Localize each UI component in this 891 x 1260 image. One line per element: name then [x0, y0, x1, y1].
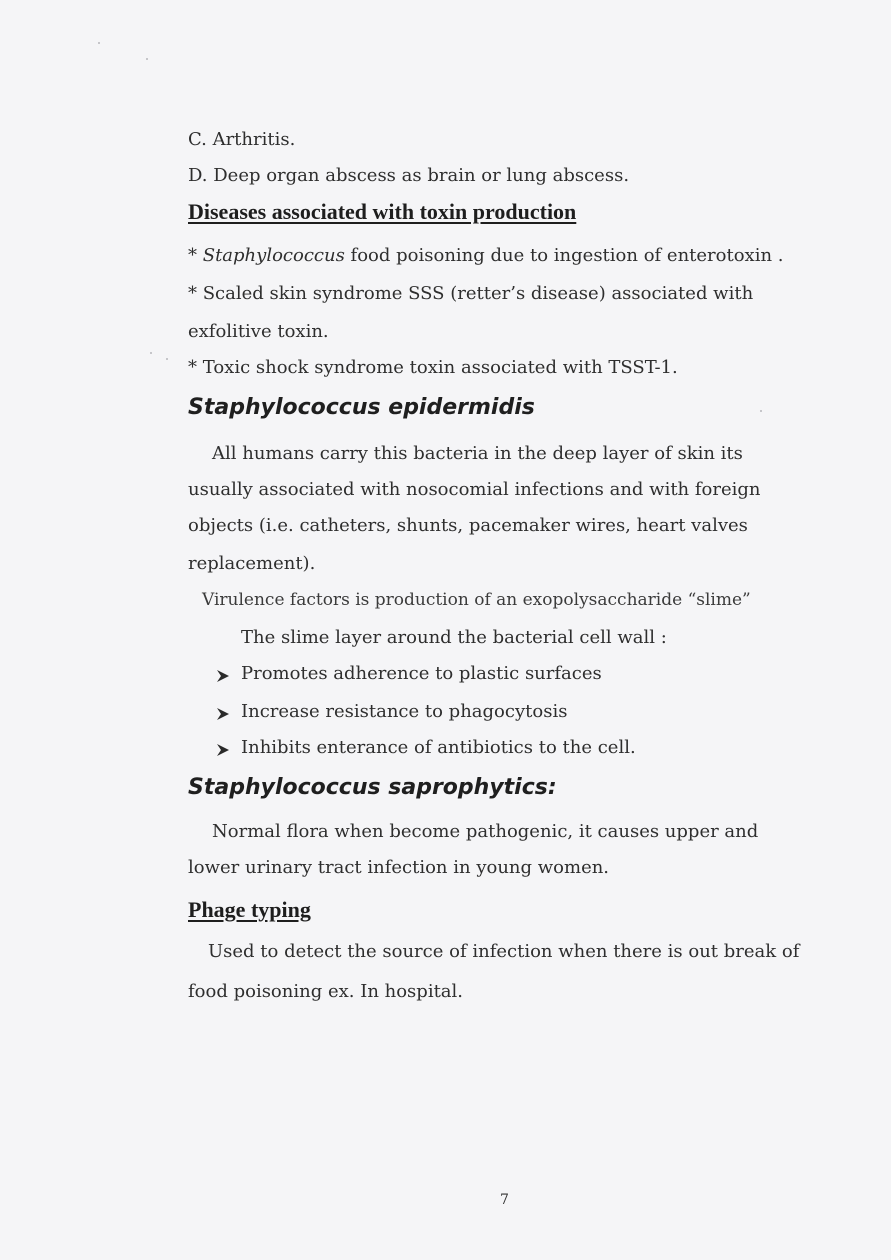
heading-toxin-diseases: Diseases associated with toxin production [188, 199, 577, 224]
saprophytics-paragraph-line1: Normal flora when become pathogenic, it causes upper and [212, 821, 759, 842]
heading-saprophytics: Staphylococcus saprophytics: [188, 775, 557, 800]
bullet-item-antibiotics: Inhibits enterance of antibiotics to the cell. [241, 737, 636, 758]
scan-speck [146, 58, 148, 60]
epidermidis-paragraph-line2: usually associated with nosocomial infections and with foreign [188, 479, 761, 500]
scan-speck [760, 410, 762, 412]
epidermidis-paragraph-line3: objects (i.e. catheters, shunts, pacemaker wires, heart valves [188, 515, 748, 536]
bullet-item-phagocytosis: Increase resistance to phagocytosis [241, 701, 568, 722]
virulence-factors-line: Virulence factors is production of an exopolysaccharide “slime” [202, 590, 751, 610]
page-number: 7 [500, 1192, 509, 1208]
bullet-item-adherence: Promotes adherence to plastic surfaces [241, 663, 602, 684]
phage-paragraph-line1: Used to detect the source of infection when there is out break of [208, 941, 800, 962]
toxin-item-scaled-skin-line1: * Scaled skin syndrome SSS (retter’s disease) associated with [188, 283, 754, 304]
toxin-item-italic-genus: Staphylococcus [202, 245, 345, 266]
toxin-item-star: * [188, 245, 203, 266]
toxin-item-rest: food poisoning due to ingestion of enterotoxin . [344, 245, 784, 266]
slime-layer-intro: The slime layer around the bacterial cell wall : [241, 627, 667, 648]
scan-speck [98, 42, 100, 44]
toxin-item-toxic-shock: * Toxic shock syndrome toxin associated with TSST-1. [188, 357, 678, 378]
scan-speck [150, 352, 152, 354]
list-item-arthritis: C. Arthritis. [188, 129, 296, 150]
toxin-item-food-poisoning [188, 244, 784, 268]
arrowhead-bullet-icon [216, 707, 230, 721]
arrowhead-bullet-icon [216, 743, 230, 757]
scan-speck [166, 358, 168, 360]
toxin-item-scaled-skin-line2: exfolitive toxin. [188, 321, 329, 342]
list-item-deep-organ-abscess: D. Deep organ abscess as brain or lung abscess. [188, 165, 630, 186]
epidermidis-paragraph-line1: All humans carry this bacteria in the deep layer of skin its [212, 443, 743, 464]
arrowhead-bullet-icon [216, 669, 230, 683]
saprophytics-paragraph-line2: lower urinary tract infection in young women. [188, 857, 610, 878]
heading-phage-typing: Phage typing [188, 897, 311, 922]
epidermidis-paragraph-line4: replacement). [188, 553, 316, 574]
heading-epidermidis: Staphylococcus epidermidis [188, 395, 535, 420]
phage-paragraph-line2: food poisoning ex. In hospital. [188, 981, 464, 1002]
